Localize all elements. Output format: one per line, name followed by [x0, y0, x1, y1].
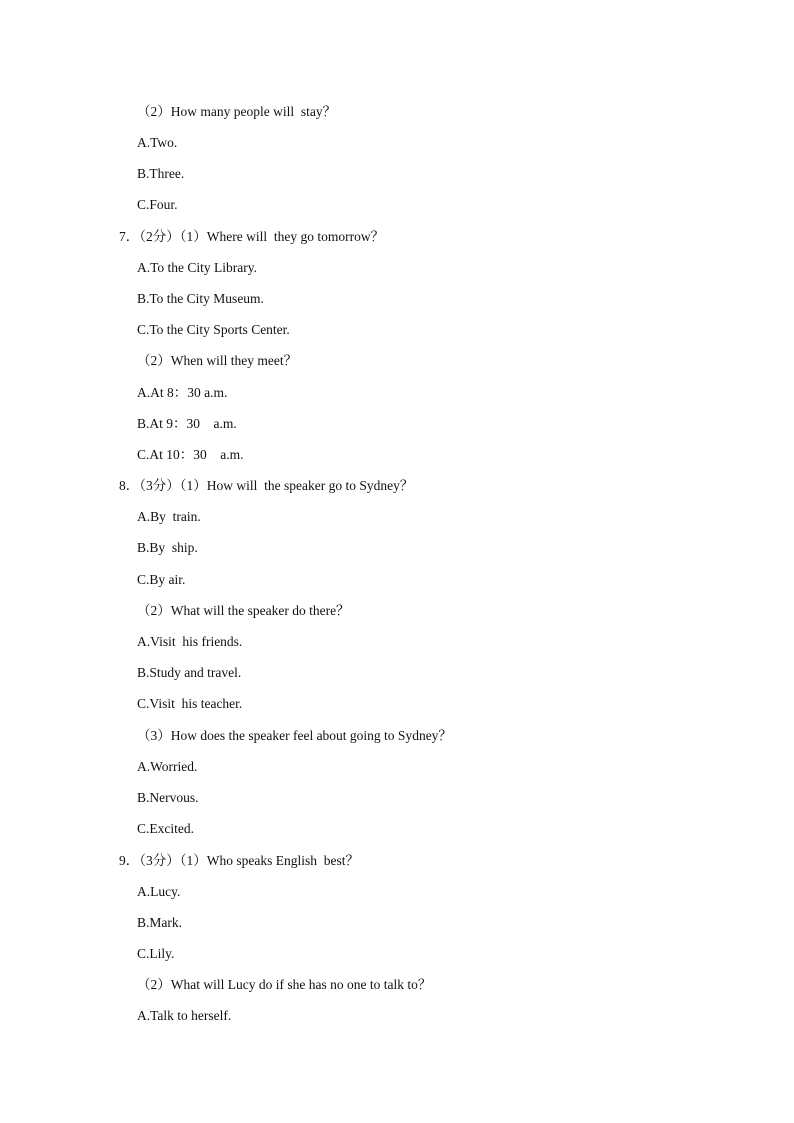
q7-2-option-b: B.At 9：30 a.m. [137, 416, 237, 431]
q6-2-option-c: C.Four. [137, 197, 178, 212]
question-9-part-2: （2）What will Lucy do if she has no one to talk to？ [137, 977, 432, 992]
q6-2-option-a: A.Two. [137, 135, 178, 150]
q9-1-option-a: A.Lucy. [137, 884, 181, 899]
q8-2-option-a: A.Visit his friends. [137, 634, 243, 649]
q8-1-option-b: B.By ship. [137, 540, 198, 555]
q6-2-option-b: B.Three. [137, 166, 185, 181]
q7-2-option-a: A.At 8：30 a.m. [137, 385, 228, 400]
question-8-heading: 8．（3分）（1）How will the speaker go to Sydney？ [119, 478, 414, 493]
question-9-heading: 9．（3分）（1）Who speaks English best？ [119, 853, 359, 868]
q8-2-option-b: B.Study and travel. [137, 665, 242, 680]
q8-2-option-c: C.Visit his teacher. [137, 696, 243, 711]
q8-1-option-c: C.By air. [137, 572, 186, 587]
q9-2-option-a: A.Talk to herself. [137, 1008, 232, 1023]
q9-1-option-b: B.Mark. [137, 915, 182, 930]
question-8-part-3: （3）How does the speaker feel about going to Sydney？ [137, 728, 452, 743]
q9-1-option-c: C.Lily. [137, 946, 175, 961]
q8-1-option-a: A.By train. [137, 509, 201, 524]
q8-3-option-c: C.Excited. [137, 821, 194, 836]
q8-3-option-a: A.Worried. [137, 759, 198, 774]
question-8-part-2: （2）What will the speaker do there？ [137, 603, 350, 618]
q8-3-option-b: B.Nervous. [137, 790, 199, 805]
question-7-part-2: （2）When will they meet？ [137, 353, 298, 368]
q7-1-option-c: C.To the City Sports Center. [137, 322, 290, 337]
q7-1-option-a: A.To the City Library. [137, 260, 258, 275]
q7-1-option-b: B.To the City Museum. [137, 291, 264, 306]
question-7-heading: 7．（2分）（1）Where will they go tomorrow？ [119, 229, 385, 244]
question-6-part-2: （2）How many people will stay？ [137, 104, 337, 119]
q7-2-option-c: C.At 10：30 a.m. [137, 447, 244, 462]
